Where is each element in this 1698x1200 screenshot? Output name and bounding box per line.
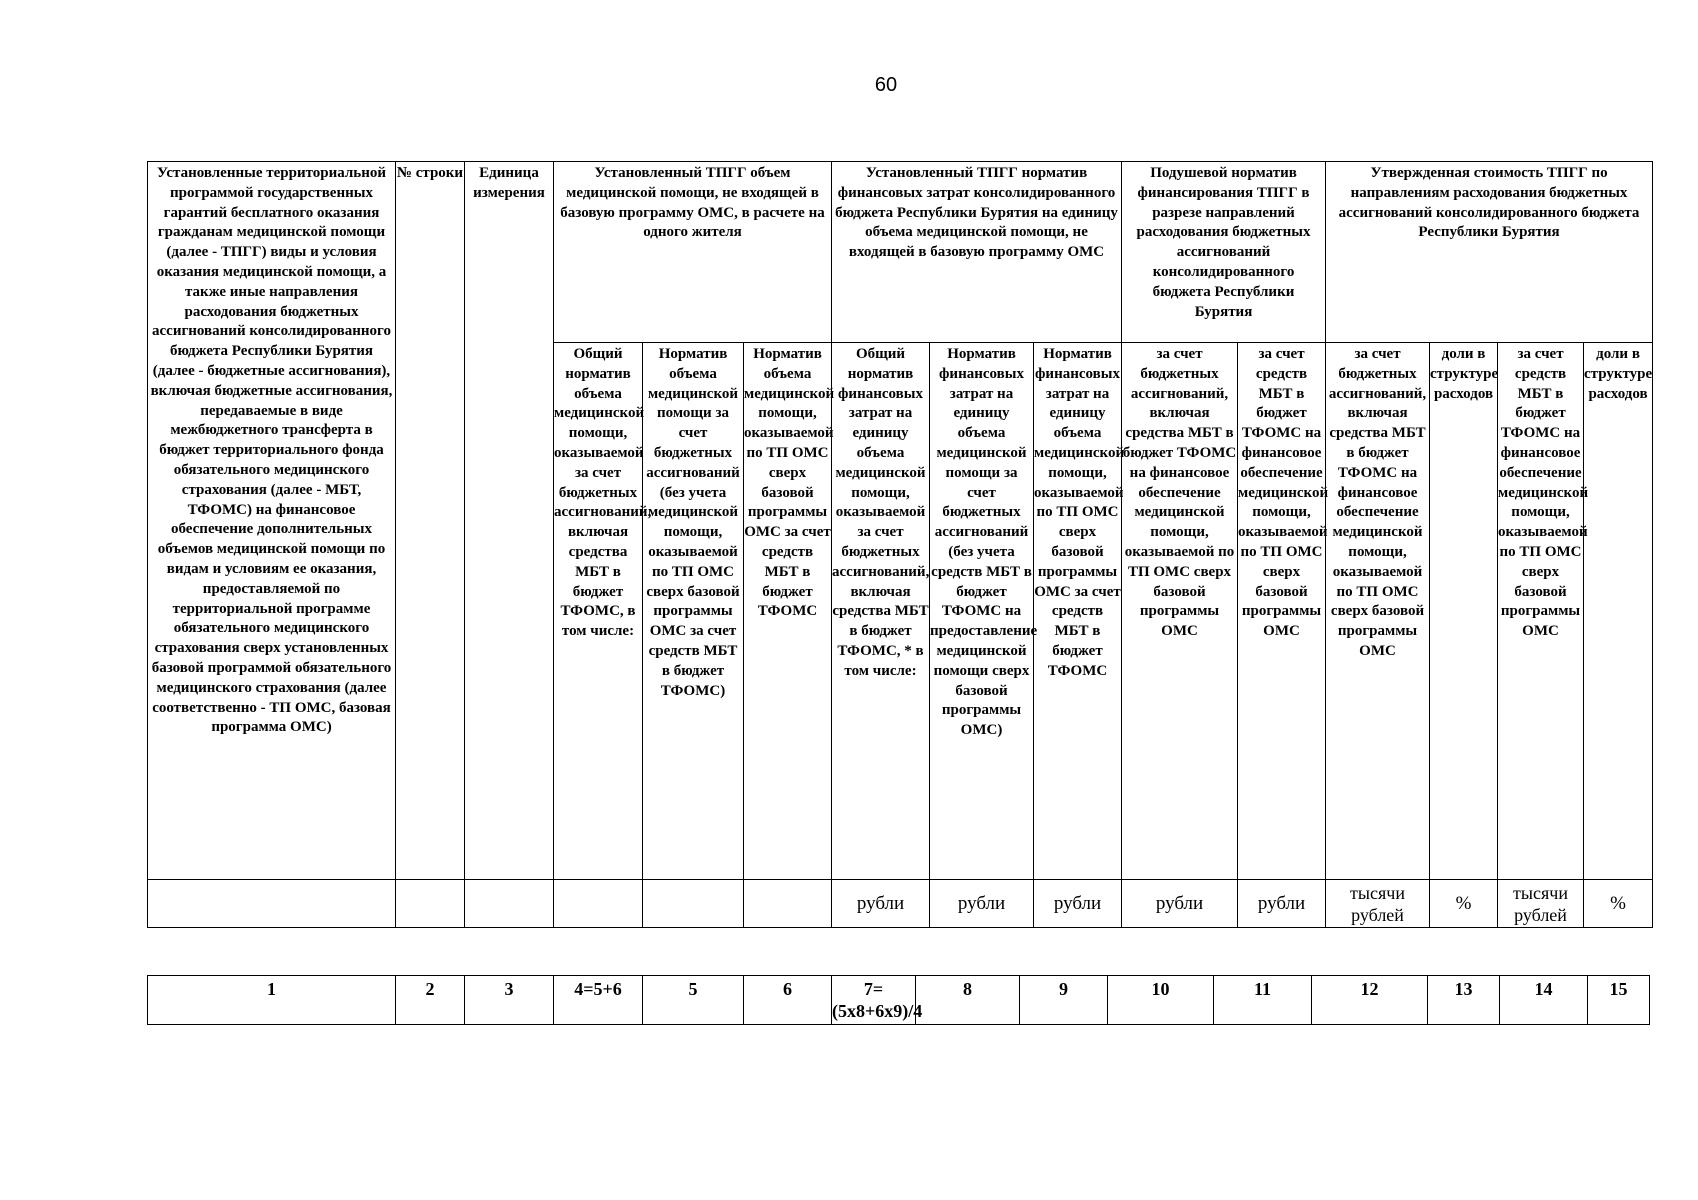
unit-cell-8: рубли	[930, 880, 1034, 928]
header-group-norm: Установленный ТПГГ норматив финансовых затрат консолидированного бюджета Республики Бурятия на единицу объема медицинской помощи, не входящей в базовую программу ОМС	[832, 162, 1122, 343]
unit-cell-1	[148, 880, 396, 928]
column-number-table	[147, 975, 1650, 1025]
header-col3: Единица измерения	[465, 162, 554, 880]
unit-cell-11: рубли	[1238, 880, 1326, 928]
unit-cell-3	[465, 880, 554, 928]
column-number-8: 8	[916, 976, 1020, 1025]
header-col2: № строки	[396, 162, 465, 880]
header-col1: Установленные территориальной программой государственных гарантий бесплатного оказания гражданам медицинской помощи (далее - ТПГГ) виды и условия оказания медицинской помощи, а также иные направления расходования бюджетных ассигнований консолидированного бюджета Республики Бурятия (далее - бюджетные ассигнования), включая бюджетные ассигнования, передаваемые в виде межбюджетного трансферта в бюджет территориального фонда обязательного медицинского страхования (далее - МБТ, ТФОМС) на финансовое обеспечение дополнительных объемов медицинской помощи по видам и условиям ее оказания, предоставляемой по территориальной программе обязательного медицинского страхования сверх установленных базовой программой обязательного медицинского страхования (далее соответственно - ТП ОМС, базовая программа ОМС)	[148, 162, 396, 880]
header-table	[147, 161, 1653, 928]
header-group-volume: Установленный ТПГГ объем медицинской помощи, не входящей в базовую программу ОМС, в расчете на одного жителя	[554, 162, 832, 343]
column-number-4: 4=5+6	[554, 976, 643, 1025]
column-number-7: 7=(5x8+6x9)/4	[832, 976, 916, 1025]
unit-cell-2	[396, 880, 465, 928]
page-number: 60	[874, 74, 898, 96]
unit-cell-6	[744, 880, 832, 928]
column-number-3: 3	[465, 976, 554, 1025]
header-group-cost: Утвержденная стоимость ТПГГ по направлениям расходования бюджетных ассигнований консолидированного бюджета Республики Бурятия	[1326, 162, 1653, 343]
unit-cell-7: рубли	[832, 880, 930, 928]
column-number-1: 1	[148, 976, 396, 1025]
header-sub13: доли в структуре расходов	[1430, 343, 1498, 880]
header-sub15: доли в структуре расходов	[1584, 343, 1653, 880]
header-sub14: за счет средств МБТ в бюджет ТФОМС на финансовое обеспечение медицинской помощи, оказываемой по ТП ОМС сверх базовой программы ОМС	[1498, 343, 1584, 880]
column-number-5: 5	[643, 976, 744, 1025]
unit-cell-12: тысячи рублей	[1326, 880, 1430, 928]
unit-cell-5	[643, 880, 744, 928]
unit-cell-14: тысячи рублей	[1498, 880, 1584, 928]
column-number-15: 15	[1588, 976, 1650, 1025]
column-number-14: 14	[1500, 976, 1588, 1025]
header-sub5: Норматив объема медицинской помощи за счет бюджетных ассигнований (без учета медицинской помощи, оказываемой по ТП ОМС сверх базовой программы ОМС за счет средств МБТ в бюджет ТФОМС)	[643, 343, 744, 880]
column-number-6: 6	[744, 976, 832, 1025]
column-number-12: 12	[1312, 976, 1428, 1025]
column-number-2: 2	[396, 976, 465, 1025]
header-group-percapita: Подушевой норматив финансирования ТПГГ в разрезе направлений расходования бюджетных ассигнований консолидированного бюджета Республики Бурятия	[1122, 162, 1326, 343]
column-number-10: 10	[1108, 976, 1214, 1025]
header-sub6: Норматив объема медицинской помощи, оказываемой по ТП ОМС сверх базовой программы ОМС за счет средств МБТ в бюджет ТФОМС	[744, 343, 832, 880]
unit-cell-15: %	[1584, 880, 1653, 928]
column-number-13: 13	[1428, 976, 1500, 1025]
header-sub11: за счет средств МБТ в бюджет ТФОМС на финансовое обеспечение медицинской помощи, оказываемой по ТП ОМС сверх базовой программы ОМС	[1238, 343, 1326, 880]
header-sub12: за счет бюджетных ассигнований, включая средства МБТ в бюджет ТФОМС на финансовое обеспечение медицинской помощи, оказываемой по ТП ОМС сверх базовой программы ОМС	[1326, 343, 1430, 880]
unit-cell-10: рубли	[1122, 880, 1238, 928]
header-sub4: Общий норматив объема медицинской помощи, оказываемой за счет бюджетных ассигнований, включая средства МБТ в бюджет ТФОМС, в том числе:	[554, 343, 643, 880]
header-sub8: Норматив финансовых затрат на единицу объема медицинской помощи за счет бюджетных ассигнований (без учета средств МБТ в бюджет ТФОМС на предоставление медицинской помощи сверх базовой программы ОМС)	[930, 343, 1034, 880]
unit-cell-4	[554, 880, 643, 928]
header-sub10: за счет бюджетных ассигнований, включая средства МБТ в бюджет ТФОМС на финансовое обеспечение медицинской помощи, оказываемой по ТП ОМС сверх базовой программы ОМС	[1122, 343, 1238, 880]
unit-cell-13: %	[1430, 880, 1498, 928]
column-number-11: 11	[1214, 976, 1312, 1025]
header-sub7: Общий норматив финансовых затрат на единицу объема медицинской помощи, оказываемой за счет бюджетных ассигнований, включая средства МБТ в бюджет ТФОМС, * в том числе:	[832, 343, 930, 880]
column-number-9: 9	[1020, 976, 1108, 1025]
unit-cell-9: рубли	[1034, 880, 1122, 928]
header-sub9: Норматив финансовых затрат на единицу объема медицинской помощи, оказываемой по ТП ОМС сверх базовой программы ОМС за счет средств МБТ в бюджет ТФОМС	[1034, 343, 1122, 880]
